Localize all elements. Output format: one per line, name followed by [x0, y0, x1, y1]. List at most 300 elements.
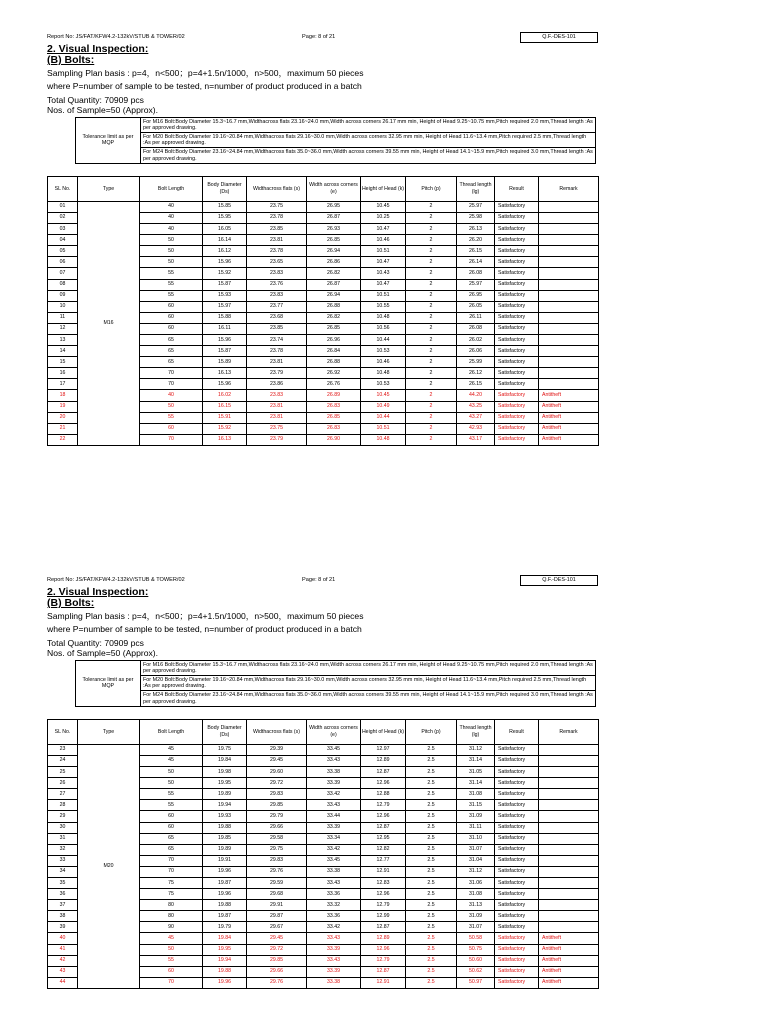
cell-thread-length: 31.14	[457, 778, 495, 789]
cell-width-corners: 33.39	[307, 966, 361, 977]
cell-bolt-length: 60	[140, 301, 203, 312]
cell-width-flats: 29.85	[247, 955, 307, 966]
cell-sl-no: 40	[48, 933, 78, 944]
cell-bolt-length: 70	[140, 855, 203, 866]
cell-remark	[539, 368, 599, 379]
cell-bolt-length: 65	[140, 334, 203, 345]
cell-type: M16	[78, 201, 140, 445]
cell-sl-no: 02	[48, 212, 78, 223]
cell-remark	[539, 290, 599, 301]
cell-remark	[539, 767, 599, 778]
cell-body-diameter: 15.97	[203, 301, 247, 312]
tolerance-spec: For M16 Bolt:Body Diameter 15.3~16.7 mm,Widthacross flats 23.16~24.0 mm,Width across corners 26.17 mm min, Height of Head 9.25~10.75 mm,Pitch required 2.0 mm,Thread length :As per approved drawing.	[141, 660, 596, 675]
cell-width-flats: 29.66	[247, 966, 307, 977]
tolerance-table	[75, 117, 596, 164]
cell-bolt-length: 90	[140, 922, 203, 933]
cell-pitch: 2.5	[406, 755, 457, 766]
report-section	[47, 32, 598, 446]
cell-remark	[539, 346, 599, 357]
cell-pitch: 2	[406, 268, 457, 279]
cell-sl-no: 33	[48, 855, 78, 866]
cell-pitch: 2.5	[406, 811, 457, 822]
cell-head-height: 12.99	[361, 911, 406, 922]
cell-head-height: 10.46	[361, 357, 406, 368]
form-number: Q.F.-DES-101	[520, 575, 598, 586]
cell-width-corners: 26.82	[307, 312, 361, 323]
cell-body-diameter: 15.88	[203, 312, 247, 323]
cell-width-corners: 26.83	[307, 401, 361, 412]
column-header: SL No.	[48, 719, 78, 744]
cell-head-height: 12.82	[361, 844, 406, 855]
cell-width-corners: 26.87	[307, 212, 361, 223]
cell-width-flats: 23.79	[247, 368, 307, 379]
cell-result: Satisfactory	[495, 767, 539, 778]
cell-pitch: 2.5	[406, 844, 457, 855]
cell-width-corners: 26.94	[307, 246, 361, 257]
cell-thread-length: 31.07	[457, 922, 495, 933]
cell-bolt-length: 55	[140, 268, 203, 279]
cell-sl-no: 04	[48, 235, 78, 246]
cell-result: Satisfactory	[495, 900, 539, 911]
cell-result: Satisfactory	[495, 789, 539, 800]
cell-head-height: 12.96	[361, 778, 406, 789]
cell-head-height: 10.44	[361, 412, 406, 423]
cell-sl-no: 38	[48, 911, 78, 922]
cell-bolt-length: 60	[140, 423, 203, 434]
cell-result: Satisfactory	[495, 833, 539, 844]
cell-result: Satisfactory	[495, 966, 539, 977]
cell-width-flats: 23.79	[247, 434, 307, 445]
cell-sl-no: 18	[48, 390, 78, 401]
cell-remark	[539, 922, 599, 933]
cell-sl-no: 28	[48, 800, 78, 811]
cell-remark	[539, 778, 599, 789]
cell-width-flats: 23.83	[247, 290, 307, 301]
cell-body-diameter: 19.95	[203, 778, 247, 789]
cell-body-diameter: 16.05	[203, 224, 247, 235]
cell-head-height: 12.79	[361, 955, 406, 966]
cell-pitch: 2.5	[406, 833, 457, 844]
report-header	[47, 575, 598, 587]
cell-width-corners: 26.84	[307, 346, 361, 357]
cell-width-corners: 33.36	[307, 889, 361, 900]
cell-bolt-length: 75	[140, 889, 203, 900]
cell-body-diameter: 19.93	[203, 811, 247, 822]
cell-bolt-length: 70	[140, 379, 203, 390]
cell-width-flats: 29.91	[247, 900, 307, 911]
cell-body-diameter: 19.88	[203, 966, 247, 977]
cell-bolt-length: 55	[140, 955, 203, 966]
cell-thread-length: 31.10	[457, 833, 495, 844]
cell-head-height: 12.87	[361, 767, 406, 778]
cell-remark	[539, 900, 599, 911]
cell-result: Satisfactory	[495, 800, 539, 811]
cell-remark	[539, 755, 599, 766]
cell-width-corners: 26.90	[307, 434, 361, 445]
cell-bolt-length: 55	[140, 412, 203, 423]
cell-sl-no: 01	[48, 201, 78, 212]
cell-body-diameter: 16.13	[203, 368, 247, 379]
cell-bolt-length: 70	[140, 866, 203, 877]
cell-result: Satisfactory	[495, 877, 539, 888]
cell-head-height: 10.53	[361, 346, 406, 357]
cell-width-corners: 26.85	[307, 323, 361, 334]
cell-width-flats: 23.78	[247, 246, 307, 257]
cell-result: Satisfactory	[495, 866, 539, 877]
cell-bolt-length: 60	[140, 811, 203, 822]
cell-head-height: 10.49	[361, 401, 406, 412]
cell-body-diameter: 16.02	[203, 390, 247, 401]
cell-width-corners: 26.95	[307, 201, 361, 212]
cell-remark	[539, 789, 599, 800]
cell-head-height: 12.88	[361, 789, 406, 800]
cell-head-height: 12.89	[361, 933, 406, 944]
cell-thread-length: 25.98	[457, 212, 495, 223]
sampling-plan: Sampling Plan basis : p=4，n<500；p=4+1.5n/1000，n>500，maximum 50 pieces	[47, 68, 364, 78]
cell-sl-no: 22	[48, 434, 78, 445]
cell-thread-length: 26.15	[457, 246, 495, 257]
cell-width-flats: 23.76	[247, 279, 307, 290]
cell-body-diameter: 16.11	[203, 323, 247, 334]
cell-remark: Antitheft	[539, 955, 599, 966]
cell-bolt-length: 70	[140, 977, 203, 988]
cell-body-diameter: 19.89	[203, 844, 247, 855]
cell-pitch: 2	[406, 390, 457, 401]
cell-width-corners: 33.42	[307, 844, 361, 855]
cell-result: Satisfactory	[495, 224, 539, 235]
cell-bolt-length: 40	[140, 212, 203, 223]
cell-width-corners: 26.83	[307, 423, 361, 434]
cell-width-flats: 29.76	[247, 977, 307, 988]
cell-width-corners: 33.43	[307, 877, 361, 888]
cell-remark: Antitheft	[539, 412, 599, 423]
cell-head-height: 12.96	[361, 889, 406, 900]
report-number: Report No: JS/FAT/KFW4.2-132kV/STUB & TOWER/02	[47, 34, 185, 40]
cell-head-height: 12.79	[361, 900, 406, 911]
cell-pitch: 2	[406, 334, 457, 345]
cell-pitch: 2	[406, 412, 457, 423]
tolerance-spec: For M24 Bolt:Body Diameter 23.16~24.84 mm,Widthacross flats 35.0~36.0 mm,Width across corners 39.55 mm min, Height of Head 14.1~15.9 mm,Pitch required 3.0 mm,Thread length :As per approved drawing.	[141, 691, 596, 706]
cell-remark	[539, 911, 599, 922]
cell-width-flats: 29.45	[247, 755, 307, 766]
column-header: Height of Head (k)	[361, 719, 406, 744]
cell-remark	[539, 811, 599, 822]
cell-result: Satisfactory	[495, 977, 539, 988]
cell-result: Satisfactory	[495, 778, 539, 789]
cell-body-diameter: 16.12	[203, 246, 247, 257]
cell-sl-no: 15	[48, 357, 78, 368]
cell-width-flats: 29.59	[247, 877, 307, 888]
cell-thread-length: 43.25	[457, 401, 495, 412]
cell-remark	[539, 268, 599, 279]
cell-sl-no: 43	[48, 966, 78, 977]
cell-thread-length: 31.14	[457, 755, 495, 766]
cell-result: Satisfactory	[495, 312, 539, 323]
cell-sl-no: 25	[48, 767, 78, 778]
cell-result: Satisfactory	[495, 955, 539, 966]
column-header: Width across corners (e)	[307, 719, 361, 744]
cell-head-height: 12.87	[361, 922, 406, 933]
cell-thread-length: 50.58	[457, 933, 495, 944]
cell-remark	[539, 379, 599, 390]
cell-sl-no: 10	[48, 301, 78, 312]
cell-width-flats: 29.83	[247, 789, 307, 800]
cell-thread-length: 26.08	[457, 268, 495, 279]
cell-bolt-length: 65	[140, 844, 203, 855]
section-title: 2. Visual Inspection:	[47, 586, 149, 598]
cell-thread-length: 50.60	[457, 955, 495, 966]
section-title: 2. Visual Inspection:	[47, 43, 149, 55]
cell-remark	[539, 744, 599, 755]
cell-remark	[539, 279, 599, 290]
cell-remark	[539, 866, 599, 877]
cell-width-corners: 26.82	[307, 268, 361, 279]
tolerance-spec: For M16 Bolt:Body Diameter 15.3~16.7 mm,Widthacross flats 23.16~24.0 mm,Width across corners 26.17 mm min, Height of Head 9.25~10.75 mm,Pitch required 2.0 mm,Thread length :As per approved drawing.	[141, 117, 596, 132]
cell-body-diameter: 15.85	[203, 201, 247, 212]
cell-head-height: 12.95	[361, 833, 406, 844]
cell-thread-length: 25.97	[457, 201, 495, 212]
cell-head-height: 12.96	[361, 944, 406, 955]
column-header: Type	[78, 176, 140, 201]
cell-width-flats: 29.66	[247, 822, 307, 833]
cell-result: Satisfactory	[495, 301, 539, 312]
cell-result: Satisfactory	[495, 911, 539, 922]
cell-head-height: 10.43	[361, 268, 406, 279]
cell-bolt-length: 55	[140, 279, 203, 290]
cell-width-corners: 33.43	[307, 800, 361, 811]
cell-result: Satisfactory	[495, 201, 539, 212]
sample-count: Nos. of Sample=50 (Approx).	[47, 648, 159, 659]
cell-width-corners: 26.88	[307, 301, 361, 312]
cell-bolt-length: 40	[140, 390, 203, 401]
cell-remark	[539, 833, 599, 844]
cell-remark	[539, 235, 599, 246]
cell-pitch: 2.5	[406, 789, 457, 800]
cell-sl-no: 39	[48, 922, 78, 933]
cell-pitch: 2	[406, 423, 457, 434]
cell-pitch: 2.5	[406, 744, 457, 755]
cell-width-corners: 33.38	[307, 977, 361, 988]
cell-body-diameter: 19.75	[203, 744, 247, 755]
cell-width-corners: 33.36	[307, 911, 361, 922]
cell-width-corners: 26.92	[307, 368, 361, 379]
cell-width-corners: 33.39	[307, 822, 361, 833]
cell-head-height: 10.51	[361, 423, 406, 434]
cell-thread-length: 44.20	[457, 390, 495, 401]
cell-thread-length: 31.12	[457, 744, 495, 755]
cell-result: Satisfactory	[495, 346, 539, 357]
cell-thread-length: 31.15	[457, 800, 495, 811]
cell-width-flats: 23.65	[247, 257, 307, 268]
cell-sl-no: 26	[48, 778, 78, 789]
cell-width-flats: 29.76	[247, 866, 307, 877]
cell-width-flats: 23.81	[247, 412, 307, 423]
cell-bolt-length: 50	[140, 257, 203, 268]
cell-head-height: 10.48	[361, 368, 406, 379]
cell-width-flats: 29.75	[247, 844, 307, 855]
cell-sl-no: 14	[48, 346, 78, 357]
column-header: Remark	[539, 719, 599, 744]
cell-width-corners: 33.38	[307, 866, 361, 877]
cell-remark	[539, 301, 599, 312]
tolerance-spec: For M20 Bolt:Body Diameter 19.16~20.84 mm,Widthacross flats 29.16~30.0 mm,Width across corners 32.95 mm min, Height of Head 11.6~13.4 mm,Pitch required 2.5 mm,Thread length :As per approved drawing.	[141, 133, 596, 148]
cell-width-flats: 23.83	[247, 390, 307, 401]
cell-bolt-length: 70	[140, 434, 203, 445]
report-header	[47, 32, 598, 44]
cell-bolt-length: 65	[140, 346, 203, 357]
cell-body-diameter: 19.79	[203, 922, 247, 933]
cell-result: Satisfactory	[495, 323, 539, 334]
cell-bolt-length: 40	[140, 201, 203, 212]
cell-result: Satisfactory	[495, 933, 539, 944]
cell-sl-no: 06	[48, 257, 78, 268]
tolerance-spec: For M24 Bolt:Body Diameter 23.16~24.84 mm,Widthacross flats 35.0~36.0 mm,Width across corners 39.55 mm min, Height of Head 14.1~15.9 mm,Pitch required 3.0 mm,Thread length :As per approved drawing.	[141, 148, 596, 163]
cell-remark: Antitheft	[539, 401, 599, 412]
cell-head-height: 12.79	[361, 800, 406, 811]
cell-sl-no: 30	[48, 822, 78, 833]
cell-width-flats: 29.60	[247, 767, 307, 778]
cell-pitch: 2.5	[406, 944, 457, 955]
cell-remark	[539, 312, 599, 323]
cell-width-flats: 29.85	[247, 800, 307, 811]
cell-result: Satisfactory	[495, 357, 539, 368]
cell-head-height: 12.91	[361, 866, 406, 877]
cell-width-flats: 23.85	[247, 224, 307, 235]
cell-thread-length: 26.95	[457, 290, 495, 301]
cell-sl-no: 36	[48, 889, 78, 900]
tolerance-spec: For M20 Bolt:Body Diameter 19.16~20.84 mm,Widthacross flats 29.16~30.0 mm,Width across corners 32.95 mm min, Height of Head 11.6~13.4 mm,Pitch required 2.5 mm,Thread length :As per approved drawing.	[141, 676, 596, 691]
cell-sl-no: 03	[48, 224, 78, 235]
cell-bolt-length: 60	[140, 822, 203, 833]
cell-width-flats: 29.39	[247, 744, 307, 755]
cell-sl-no: 31	[48, 833, 78, 844]
cell-width-corners: 26.94	[307, 290, 361, 301]
table-row	[48, 744, 599, 755]
cell-bolt-length: 80	[140, 900, 203, 911]
sampling-definition: where P=number of sample to be tested, n=number of product produced in a batch	[47, 81, 362, 92]
cell-result: Satisfactory	[495, 390, 539, 401]
cell-body-diameter: 15.87	[203, 346, 247, 357]
cell-body-diameter: 15.96	[203, 379, 247, 390]
cell-width-flats: 23.74	[247, 334, 307, 345]
cell-result: Satisfactory	[495, 811, 539, 822]
cell-pitch: 2	[406, 235, 457, 246]
cell-pitch: 2.5	[406, 933, 457, 944]
cell-pitch: 2	[406, 201, 457, 212]
cell-pitch: 2	[406, 368, 457, 379]
cell-result: Satisfactory	[495, 755, 539, 766]
cell-remark: Antitheft	[539, 977, 599, 988]
column-header: Bolt Length	[140, 719, 203, 744]
cell-width-flats: 23.68	[247, 312, 307, 323]
cell-pitch: 2	[406, 357, 457, 368]
cell-thread-length: 31.07	[457, 844, 495, 855]
cell-width-flats: 29.83	[247, 855, 307, 866]
cell-bolt-length: 45	[140, 755, 203, 766]
cell-head-height: 12.87	[361, 822, 406, 833]
cell-head-height: 10.55	[361, 301, 406, 312]
cell-body-diameter: 15.91	[203, 412, 247, 423]
cell-thread-length: 31.09	[457, 811, 495, 822]
cell-pitch: 2.5	[406, 877, 457, 888]
cell-remark	[539, 800, 599, 811]
cell-bolt-length: 60	[140, 312, 203, 323]
cell-width-flats: 29.68	[247, 889, 307, 900]
cell-pitch: 2	[406, 224, 457, 235]
cell-remark	[539, 855, 599, 866]
column-header: Pitch (p)	[406, 176, 457, 201]
cell-sl-no: 21	[48, 423, 78, 434]
cell-thread-length: 26.20	[457, 235, 495, 246]
cell-remark	[539, 889, 599, 900]
cell-result: Satisfactory	[495, 744, 539, 755]
cell-bolt-length: 75	[140, 877, 203, 888]
cell-thread-length: 26.05	[457, 301, 495, 312]
cell-pitch: 2	[406, 246, 457, 257]
cell-head-height: 10.25	[361, 212, 406, 223]
column-header: SL No.	[48, 176, 78, 201]
table-row	[48, 201, 599, 212]
cell-sl-no: 35	[48, 877, 78, 888]
cell-bolt-length: 40	[140, 224, 203, 235]
cell-pitch: 2	[406, 312, 457, 323]
cell-body-diameter: 19.88	[203, 900, 247, 911]
cell-thread-length: 31.13	[457, 900, 495, 911]
cell-width-flats: 29.79	[247, 811, 307, 822]
cell-width-flats: 23.81	[247, 357, 307, 368]
cell-bolt-length: 80	[140, 911, 203, 922]
cell-remark	[539, 334, 599, 345]
cell-width-flats: 23.81	[247, 401, 307, 412]
cell-width-flats: 23.86	[247, 379, 307, 390]
cell-remark	[539, 224, 599, 235]
cell-sl-no: 17	[48, 379, 78, 390]
cell-result: Satisfactory	[495, 944, 539, 955]
cell-thread-length: 26.12	[457, 368, 495, 379]
cell-width-corners: 26.76	[307, 379, 361, 390]
cell-sl-no: 13	[48, 334, 78, 345]
cell-result: Satisfactory	[495, 412, 539, 423]
cell-sl-no: 24	[48, 755, 78, 766]
cell-thread-length: 31.12	[457, 866, 495, 877]
sample-count: Nos. of Sample=50 (Approx).	[47, 105, 159, 116]
cell-result: Satisfactory	[495, 235, 539, 246]
total-quantity: Total Quantity: 70909 pcs	[47, 94, 144, 105]
bolt-inspection-table	[47, 176, 599, 446]
cell-head-height: 10.48	[361, 434, 406, 445]
cell-body-diameter: 16.15	[203, 401, 247, 412]
cell-body-diameter: 19.98	[203, 767, 247, 778]
cell-head-height: 12.77	[361, 855, 406, 866]
cell-head-height: 10.48	[361, 312, 406, 323]
cell-pitch: 2.5	[406, 822, 457, 833]
tolerance-label: Tolerance limit as per MQP	[76, 117, 141, 163]
cell-sl-no: 29	[48, 811, 78, 822]
cell-width-corners: 33.38	[307, 767, 361, 778]
cell-result: Satisfactory	[495, 290, 539, 301]
cell-thread-length: 26.08	[457, 323, 495, 334]
cell-width-flats: 23.78	[247, 346, 307, 357]
cell-body-diameter: 19.95	[203, 944, 247, 955]
cell-head-height: 10.53	[361, 379, 406, 390]
cell-width-corners: 33.43	[307, 955, 361, 966]
cell-body-diameter: 19.96	[203, 889, 247, 900]
cell-bolt-length: 50	[140, 944, 203, 955]
cell-body-diameter: 19.89	[203, 789, 247, 800]
cell-thread-length: 31.09	[457, 911, 495, 922]
cell-bolt-length: 70	[140, 368, 203, 379]
cell-width-flats: 23.85	[247, 323, 307, 334]
